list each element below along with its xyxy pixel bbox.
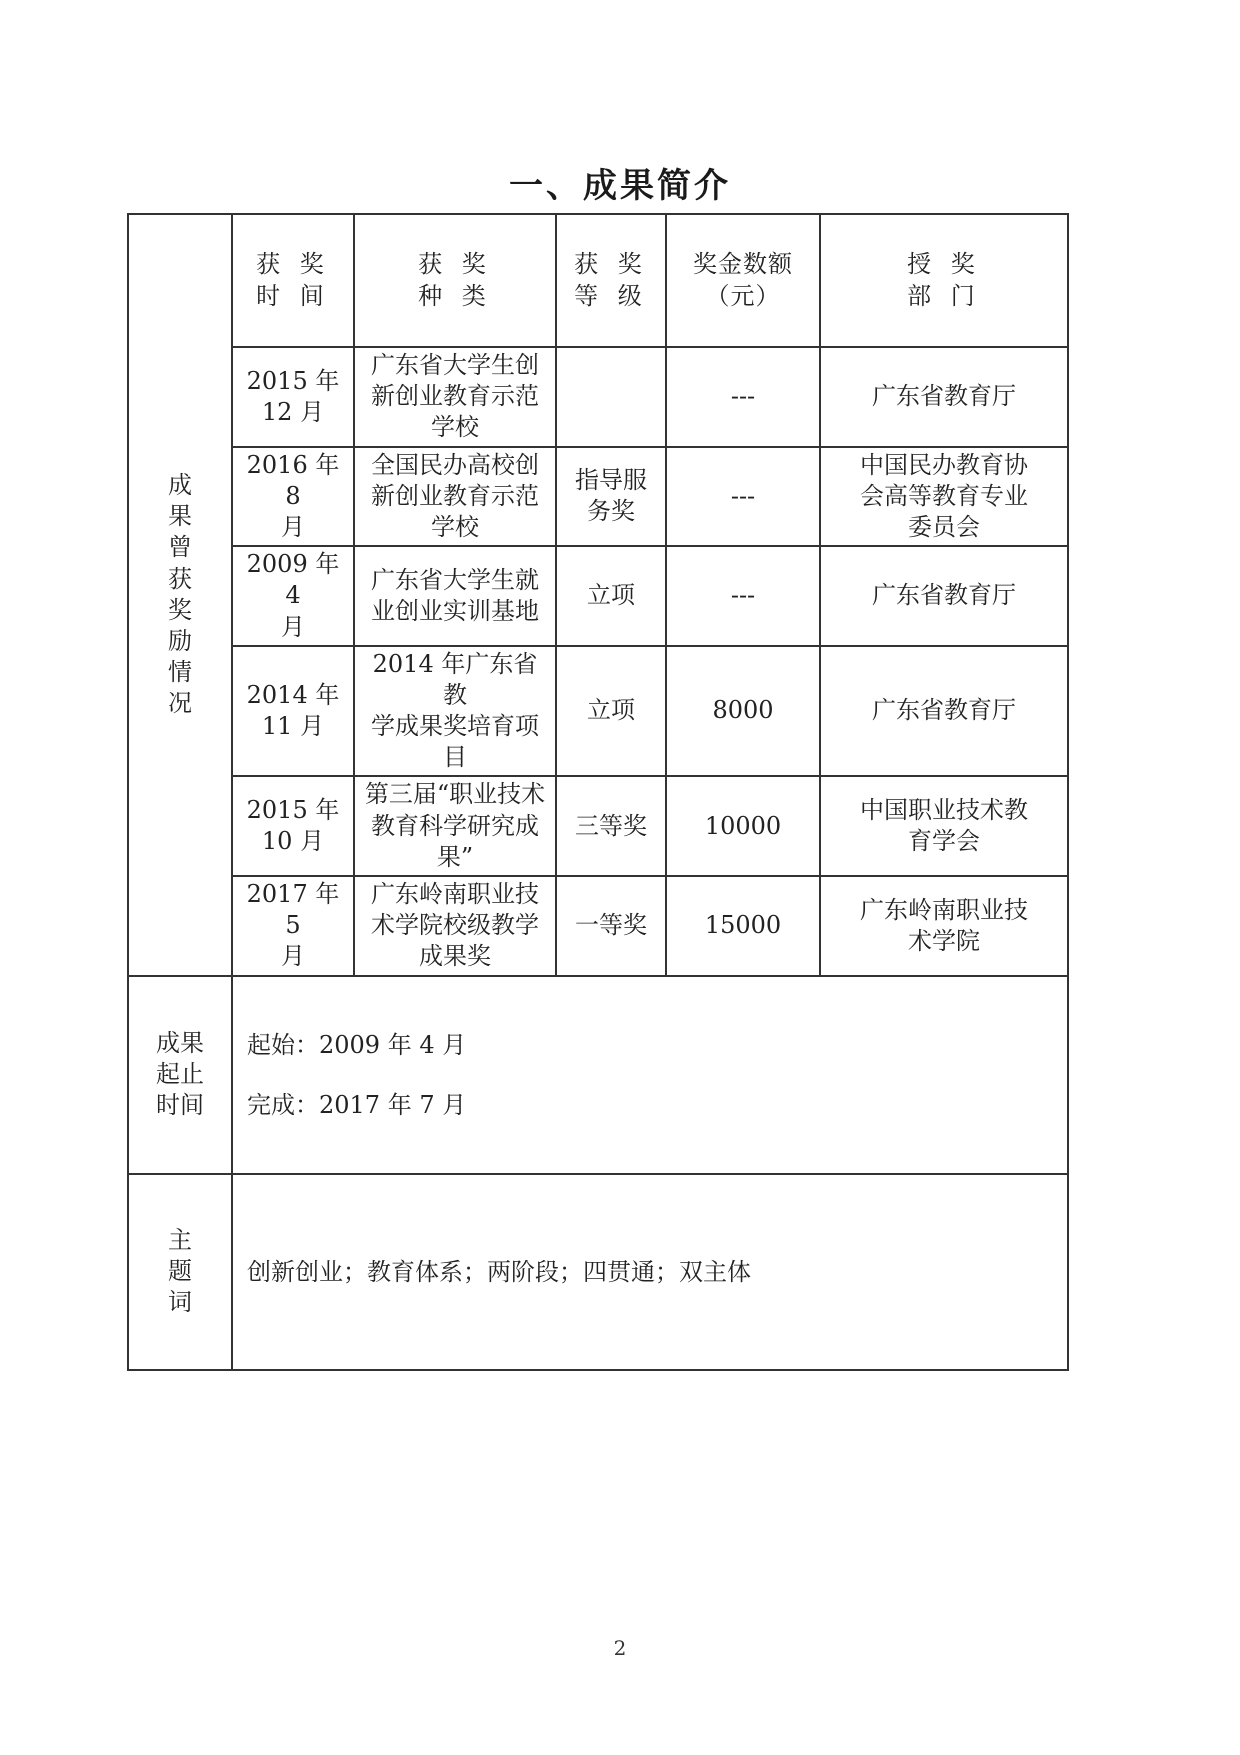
award-amount-cell [666,876,820,976]
award-type-cell [354,876,556,976]
award-amount-cell-text: --- [730,481,756,510]
award-dept-cell [820,347,1068,447]
award-amount-cell [666,646,820,777]
award-time-cell [232,646,354,777]
award-row [128,447,1068,547]
award-amount-cell-text: --- [730,581,756,610]
award-amount-cell [666,347,820,447]
award-time-cell [232,447,354,547]
award-dept-cell-text: 广东省教育厅 [872,696,1016,725]
awards-label-char: 奖 [168,595,192,624]
award-dept-cell [820,447,1068,547]
award-amount-cell-text: 8000 [712,696,774,725]
award-amount-cell-text: 15000 [704,911,782,940]
award-row [128,347,1068,447]
awards-label-char: 成 [168,471,192,500]
keywords-text: 创新创业；教育体系；两阶段；四贯通；双主体 [247,1257,751,1286]
award-time-cell-text: 2015 年 10 月 [246,796,340,856]
award-level-cell-text: 立项 [587,696,635,725]
period-section-label [128,976,232,1174]
header-award-level: 获 奖 等 级 [556,214,666,347]
award-time-cell-text: 2015 年 12 月 [246,366,340,426]
awards-label-char: 曾 [168,533,192,562]
period-label-char: 成果 [156,1028,204,1057]
award-dept-cell-text: 广东省教育厅 [872,382,1016,411]
award-type-cell-text: 广东省大学生就 业创业实训基地 [371,565,539,625]
keywords-label-char: 题 [168,1256,192,1285]
award-level-cell [556,546,666,646]
award-type-cell [354,646,556,777]
awards-table-body [128,214,1068,976]
award-time-cell-text: 2009 年 4 月 [246,550,340,641]
award-level-cell-text: 三等奖 [575,811,647,840]
achievement-form-table [127,213,1069,1371]
keywords-values [232,1174,1068,1370]
header-award-amount: 奖金数额 （元） [666,214,820,347]
award-time-cell [232,876,354,976]
awards-header-row [128,214,1068,347]
award-dept-cell-text: 广东省教育厅 [872,581,1016,610]
period-label-char: 时间 [156,1091,204,1120]
award-type-cell [354,347,556,447]
award-amount-cell-text: 10000 [704,811,782,840]
awards-section-label [128,214,232,976]
award-level-cell-text: 指导服 务奖 [575,466,647,526]
keywords-label-char: 词 [168,1288,192,1317]
award-amount-cell [666,546,820,646]
award-amount-cell [666,776,820,876]
keywords-section-label [128,1174,232,1370]
award-dept-cell [820,646,1068,777]
award-level-cell [556,347,666,447]
award-type-cell-text: 第三届“职业技术 教育科学研究成 果” [364,780,546,871]
award-type-cell [354,776,556,876]
award-time-cell-text: 2016 年 8 月 [246,450,340,541]
award-amount-cell [666,447,820,547]
award-type-cell [354,447,556,547]
header-award-dept: 授 奖 部 门 [820,214,1068,347]
award-level-cell [556,447,666,547]
awards-label-char: 情 [168,658,192,687]
award-dept-cell-text: 广东岭南职业技 术学院 [860,895,1028,955]
header-award-type: 获 奖 种 类 [354,214,556,347]
award-time-cell [232,347,354,447]
period-values [232,976,1068,1174]
award-time-cell [232,546,354,646]
award-row [128,776,1068,876]
page-number: 2 [613,1636,627,1660]
award-type-cell-text: 全国民办高校创 新创业教育示范 学校 [371,450,539,541]
award-type-cell-text: 广东岭南职业技 术学院校级教学 成果奖 [371,880,539,971]
award-time-cell-text: 2014 年 11 月 [246,680,340,741]
award-level-cell [556,876,666,976]
award-type-cell [354,546,556,646]
award-row [128,546,1068,646]
period-label-char: 起止 [156,1059,204,1088]
awards-label-char: 果 [168,502,192,531]
header-award-time: 获 奖 时 间 [232,214,354,347]
period-row [128,976,1068,1174]
award-time-cell-text: 2017 年 5 月 [246,880,340,971]
page-title: 一、成果简介 [509,166,731,206]
award-row [128,646,1068,777]
award-dept-cell [820,776,1068,876]
award-dept-cell-text: 中国民办教育协 会高等教育专业 委员会 [860,450,1028,541]
award-level-cell-text: 立项 [587,581,635,610]
period-end: 完成：2017 年 7 月 [247,1090,467,1119]
award-row [128,876,1068,976]
award-level-cell [556,646,666,777]
awards-label-char: 励 [168,626,192,655]
award-type-cell-text: 2014 年广东省教 学成果奖培育项 目 [371,649,539,772]
awards-label-char: 获 [168,564,192,593]
keywords-row [128,1174,1068,1370]
award-type-cell-text: 广东省大学生创 新创业教育示范 学校 [371,351,539,442]
award-amount-cell-text: --- [730,382,756,411]
award-level-cell [556,776,666,876]
awards-label-char: 况 [168,689,192,718]
award-time-cell [232,776,354,876]
keywords-label-char: 主 [168,1225,192,1254]
award-dept-cell-text: 中国职业技术教 育学会 [860,796,1028,856]
award-level-cell-text: 一等奖 [575,911,647,940]
award-dept-cell [820,876,1068,976]
award-dept-cell [820,546,1068,646]
period-start: 起始：2009 年 4 月 [247,1030,467,1059]
